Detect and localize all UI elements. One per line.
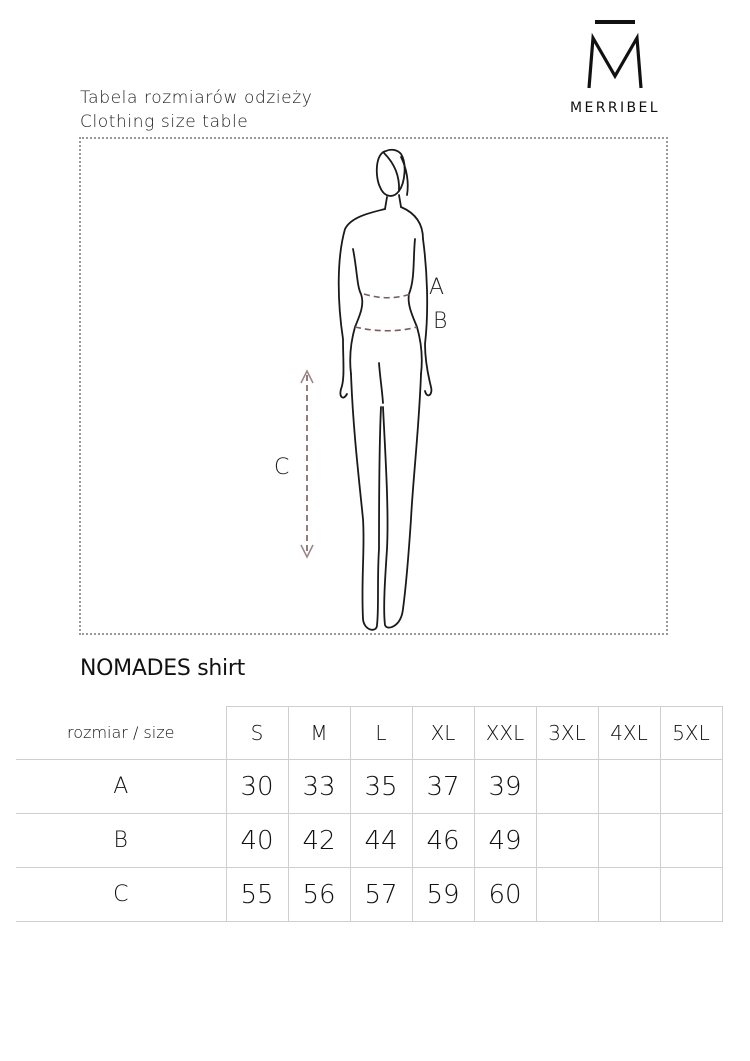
row-label: C — [16, 868, 226, 922]
product-name: NOMADES shirt — [80, 656, 245, 681]
row-label: B — [16, 814, 226, 868]
table-cell — [660, 868, 722, 922]
table-cell: 33 — [288, 760, 350, 814]
size-header: 5XL — [660, 707, 722, 760]
marker-a: A — [429, 275, 445, 300]
table-cell — [598, 868, 660, 922]
marker-c: C — [274, 455, 290, 480]
size-header: L — [350, 707, 412, 760]
table-cell — [598, 814, 660, 868]
table-cell: 44 — [350, 814, 412, 868]
size-header: 4XL — [598, 707, 660, 760]
table-cell: 37 — [412, 760, 474, 814]
brand-logo — [556, 18, 674, 122]
table-row — [16, 814, 722, 868]
size-header-label: rozmiar / size — [16, 707, 226, 760]
table-cell: 60 — [474, 868, 536, 922]
table-cell: 42 — [288, 814, 350, 868]
table-cell: 49 — [474, 814, 536, 868]
table-cell: 57 — [350, 868, 412, 922]
row-label: A — [16, 760, 226, 814]
size-header: S — [226, 707, 288, 760]
body-outline-illustration — [81, 139, 670, 637]
table-cell — [598, 760, 660, 814]
table-cell — [660, 760, 722, 814]
logo-mark-icon — [556, 18, 674, 100]
title-polish: Tabela rozmiarów odzieży — [80, 88, 313, 108]
table-cell: 56 — [288, 868, 350, 922]
table-cell: 39 — [474, 760, 536, 814]
size-header: XXL — [474, 707, 536, 760]
table-cell: 55 — [226, 868, 288, 922]
table-cell — [536, 868, 598, 922]
size-header: 3XL — [536, 707, 598, 760]
size-header: M — [288, 707, 350, 760]
title-block — [80, 86, 312, 134]
table-row — [16, 760, 722, 814]
table-header-row — [16, 707, 722, 760]
size-table — [16, 706, 723, 922]
table-cell — [536, 814, 598, 868]
table-row — [16, 868, 722, 922]
table-cell: 46 — [412, 814, 474, 868]
figure-frame — [79, 137, 668, 635]
size-header: XL — [412, 707, 474, 760]
table-cell: 35 — [350, 760, 412, 814]
brand-name: MERRIBEL — [570, 100, 660, 116]
table-cell: 59 — [412, 868, 474, 922]
table-cell: 40 — [226, 814, 288, 868]
title-english: Clothing size table — [80, 112, 249, 132]
table-cell — [536, 760, 598, 814]
marker-b: B — [433, 309, 448, 334]
table-cell: 30 — [226, 760, 288, 814]
table-cell — [660, 814, 722, 868]
